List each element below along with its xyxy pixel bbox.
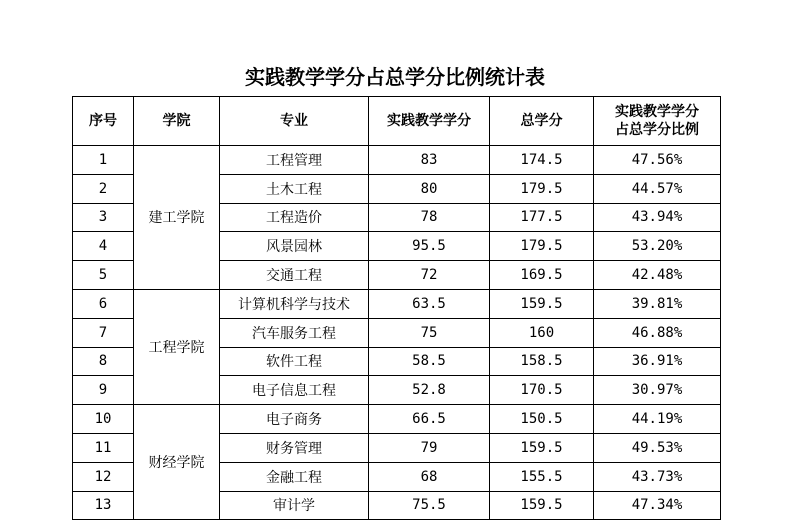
credit-ratio-table xyxy=(72,96,721,520)
practice-credits: 75 xyxy=(369,318,490,347)
total-credits: 158.5 xyxy=(490,347,594,376)
header-total-credits: 总学分 xyxy=(490,97,594,146)
credit-ratio: 47.34% xyxy=(594,491,721,520)
total-credits: 150.5 xyxy=(490,405,594,434)
credit-ratio: 42.48% xyxy=(594,261,721,290)
credit-ratio: 36.91% xyxy=(594,347,721,376)
row-index: 6 xyxy=(73,289,134,318)
major-name: 汽车服务工程 xyxy=(220,318,369,347)
credit-ratio: 53.20% xyxy=(594,232,721,261)
practice-credits: 78 xyxy=(369,203,490,232)
major-name: 交通工程 xyxy=(220,261,369,290)
row-index: 10 xyxy=(73,405,134,434)
header-practice-credits: 实践教学学分 xyxy=(369,97,490,146)
total-credits: 159.5 xyxy=(490,289,594,318)
major-name: 金融工程 xyxy=(220,462,369,491)
row-index: 11 xyxy=(73,433,134,462)
major-name: 电子信息工程 xyxy=(220,376,369,405)
row-index: 4 xyxy=(73,232,134,261)
total-credits: 179.5 xyxy=(490,174,594,203)
credit-ratio: 46.88% xyxy=(594,318,721,347)
practice-credits: 83 xyxy=(369,146,490,175)
total-credits: 174.5 xyxy=(490,146,594,175)
total-credits: 160 xyxy=(490,318,594,347)
credit-ratio: 44.19% xyxy=(594,405,721,434)
header-index: 序号 xyxy=(73,97,134,146)
practice-credits: 66.5 xyxy=(369,405,490,434)
practice-credits: 72 xyxy=(369,261,490,290)
major-name: 财务管理 xyxy=(220,433,369,462)
college-name: 工程学院 xyxy=(134,289,220,404)
total-credits: 170.5 xyxy=(490,376,594,405)
major-name: 计算机科学与技术 xyxy=(220,289,369,318)
header-college: 学院 xyxy=(134,97,220,146)
credit-ratio: 39.81% xyxy=(594,289,721,318)
row-index: 1 xyxy=(73,146,134,175)
credit-ratio: 43.94% xyxy=(594,203,721,232)
header-ratio xyxy=(594,97,721,146)
practice-credits: 75.5 xyxy=(369,491,490,520)
table-row xyxy=(73,405,721,434)
total-credits: 159.5 xyxy=(490,433,594,462)
credit-ratio: 30.97% xyxy=(594,376,721,405)
major-name: 软件工程 xyxy=(220,347,369,376)
total-credits: 177.5 xyxy=(490,203,594,232)
row-index: 7 xyxy=(73,318,134,347)
table-row xyxy=(73,289,721,318)
college-name: 财经学院 xyxy=(134,405,220,520)
college-name: 建工学院 xyxy=(134,146,220,290)
document-title: 实践教学学分占总学分比例统计表 xyxy=(245,65,545,89)
total-credits: 169.5 xyxy=(490,261,594,290)
credit-ratio: 49.53% xyxy=(594,433,721,462)
major-name: 工程造价 xyxy=(220,203,369,232)
row-index: 9 xyxy=(73,376,134,405)
major-name: 工程管理 xyxy=(220,146,369,175)
row-index: 13 xyxy=(73,491,134,520)
major-name: 审计学 xyxy=(220,491,369,520)
table-body xyxy=(73,146,721,520)
practice-credits: 95.5 xyxy=(369,232,490,261)
credit-ratio: 47.56% xyxy=(594,146,721,175)
practice-credits: 58.5 xyxy=(369,347,490,376)
header-major: 专业 xyxy=(220,97,369,146)
major-name: 土木工程 xyxy=(220,174,369,203)
practice-credits: 80 xyxy=(369,174,490,203)
practice-credits: 63.5 xyxy=(369,289,490,318)
credit-ratio: 43.73% xyxy=(594,462,721,491)
total-credits: 159.5 xyxy=(490,491,594,520)
practice-credits: 79 xyxy=(369,433,490,462)
credit-ratio: 44.57% xyxy=(594,174,721,203)
row-index: 12 xyxy=(73,462,134,491)
total-credits: 155.5 xyxy=(490,462,594,491)
row-index: 8 xyxy=(73,347,134,376)
row-index: 3 xyxy=(73,203,134,232)
major-name: 风景园林 xyxy=(220,232,369,261)
header-ratio-line2: 占总学分比例 xyxy=(615,122,699,138)
row-index: 5 xyxy=(73,261,134,290)
practice-credits: 68 xyxy=(369,462,490,491)
total-credits: 179.5 xyxy=(490,232,594,261)
table-header-row xyxy=(73,97,721,146)
practice-credits: 52.8 xyxy=(369,376,490,405)
table-row xyxy=(73,146,721,175)
header-ratio-line1: 实践教学学分 xyxy=(615,104,699,120)
major-name: 电子商务 xyxy=(220,405,369,434)
row-index: 2 xyxy=(73,174,134,203)
